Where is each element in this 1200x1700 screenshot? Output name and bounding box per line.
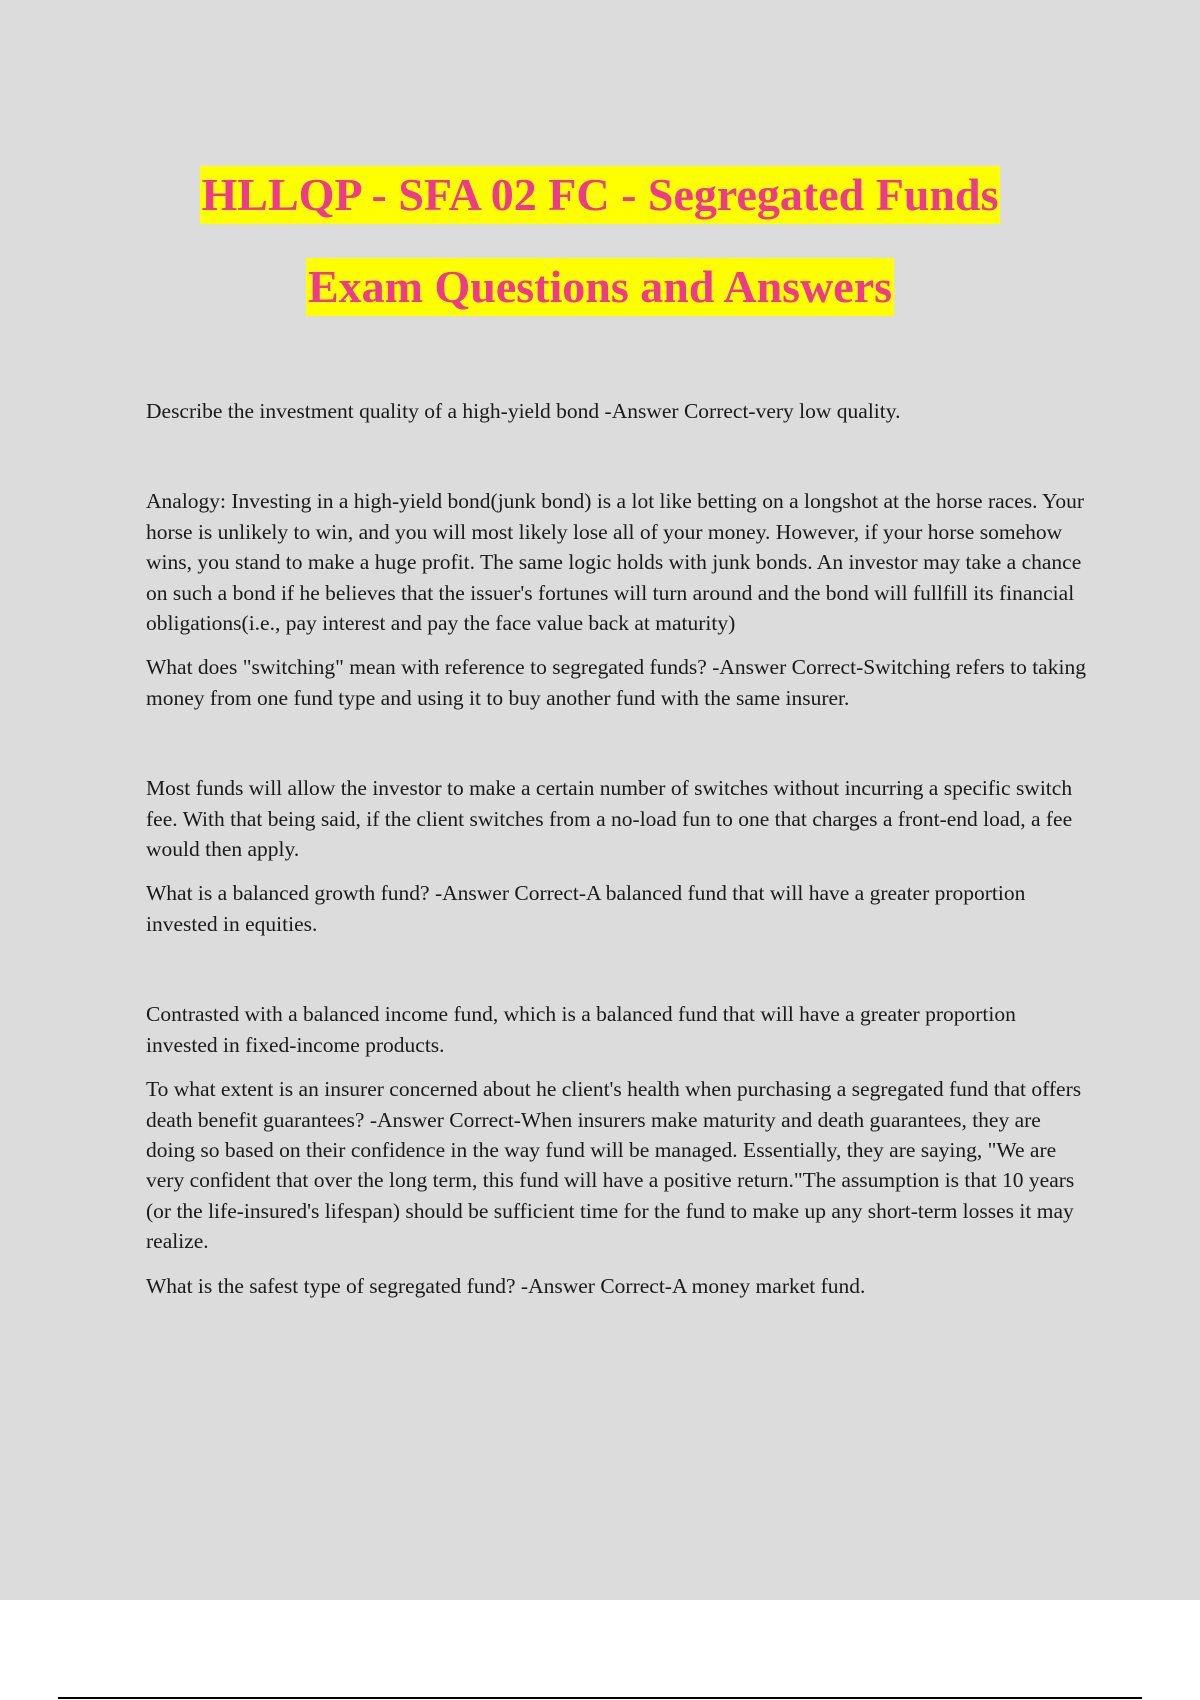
- title-line-1: HLLQP - SFA 02 FC - Segregated Funds: [200, 166, 1001, 224]
- document-body: [146, 396, 1090, 1301]
- paragraph-explanation-2: Most funds will allow the investor to make a certain number of switches without incurring a specific switch fee. With that being said, if the client switches from a no-load fun to one that charges a front-end load, a fee would then apply.: [146, 776, 1073, 862]
- paragraph-explanation-1: Analogy: Investing in a high-yield bond(junk bond) is a lot like betting on a longshot at the horse races. Your horse is unlikely to win, and you will most likely lose all of your money. However, if your horse somehow wins, you stand to make a huge profit. The same logic holds with junk bonds. An investor may take a chance on such a bond if he believes that the issuer's fortunes will turn around and the bond will fullfill its financial obligations(i.e., pay interest and pay the face value back at maturity): [146, 489, 1085, 636]
- paragraph-spacer: [146, 864, 1090, 878]
- page-divider: [58, 1697, 1142, 1699]
- paragraph-question-1: Describe the investment quality of a high-yield bond -Answer Correct-very low quality.: [146, 399, 901, 423]
- paragraph-spacer: [146, 939, 1090, 999]
- paragraph-question-3: What is a balanced growth fund? -Answer Correct-A balanced fund that will have a greater proportion invested in equities.: [146, 881, 1026, 936]
- paragraph-spacer: [146, 638, 1090, 652]
- paragraph-question-2: What does "switching" mean with reference to segregated funds? -Answer Correct-Switching refers to taking money from one fund type and using it to buy another fund with the same insurer.: [146, 655, 1086, 710]
- paragraph-spacer: [146, 1060, 1090, 1074]
- paragraph-spacer: [146, 426, 1090, 486]
- document-title: [0, 166, 1200, 350]
- title-line-2: Exam Questions and Answers: [306, 258, 894, 316]
- paragraph-question-4: To what extent is an insurer concerned about he client's health when purchasing a segregated fund that offers death benefit guarantees? -Answer Correct-When insurers make maturity and death guarantees, they are doing so based on their confidence in the way fund will be managed. Essentially, they are saying, "We are very confident that over the long term, this fund will have a positive return."The assumption is that 10 years (or the life-insured's lifespan) should be sufficient time for the fund to make up any short-term losses it may realize.: [146, 1077, 1082, 1254]
- paragraph-question-5: What is the safest type of segregated fund? -Answer Correct-A money market fund.: [146, 1273, 866, 1298]
- paragraph-spacer: [146, 1257, 1090, 1271]
- paragraph-spacer: [146, 713, 1090, 773]
- paragraph-explanation-3: Contrasted with a balanced income fund, which is a balanced fund that will have a greater proportion invested in fixed-income products.: [146, 1002, 1016, 1057]
